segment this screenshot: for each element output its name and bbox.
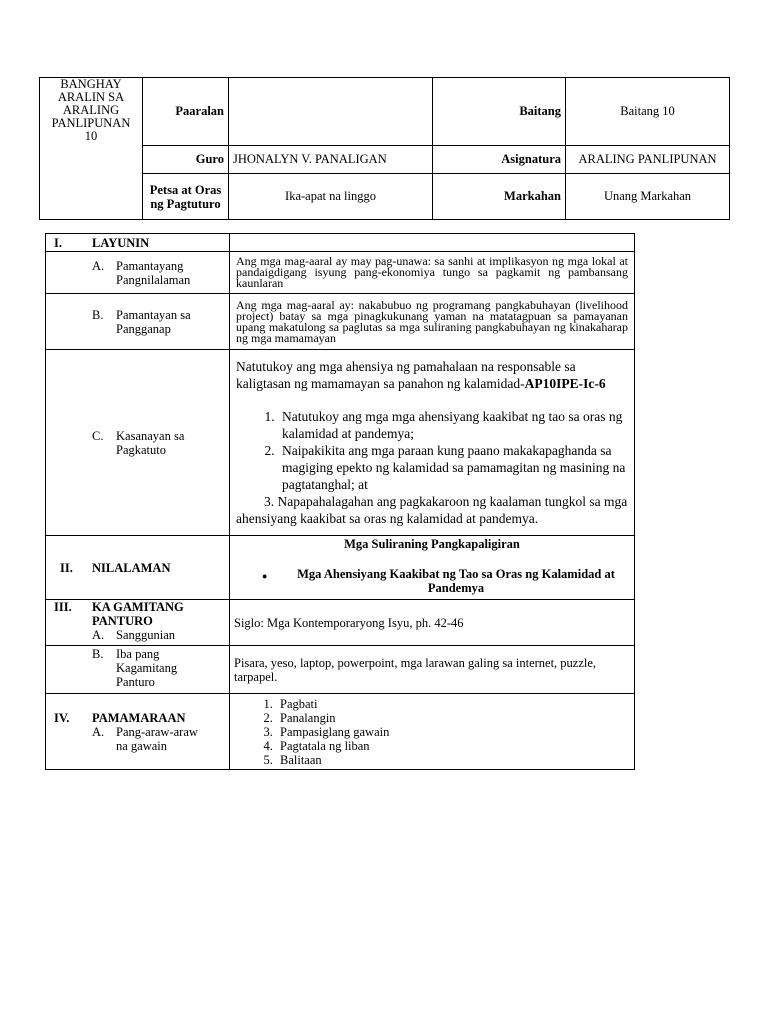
paaralan-value — [229, 78, 433, 146]
pamamaraan-number: IV. — [54, 710, 70, 725]
pamantayan-sa-pangganap-cell — [46, 294, 230, 350]
objectives-list — [236, 408, 628, 493]
guro-label: Guro — [143, 146, 229, 174]
layunin-heading-cell — [46, 234, 230, 252]
sanggunian-label: Sanggunian — [116, 628, 176, 642]
kagamitan-number: III. — [54, 600, 72, 614]
item-c-letter: C. — [92, 428, 104, 443]
asignatura-label: Asignatura — [433, 146, 566, 174]
guro-value: JHONALYN V. PANALIGAN — [229, 146, 433, 174]
petsa-label: Petsa at Oras ng Pagtuturo — [143, 174, 229, 220]
paaralan-label: Paaralan — [143, 78, 229, 146]
nilalaman-content — [230, 536, 635, 600]
pamamaraan-title: PAMAMARAAN — [92, 710, 186, 725]
nilalaman-number: II. — [60, 560, 73, 575]
item-b-letter: B. — [92, 307, 104, 322]
competency-code: AP10IPE-Ic-6 — [524, 376, 606, 391]
nilalaman-title: NILALAMAN — [92, 560, 171, 575]
petsa-value: Ika-apat na linggo — [229, 174, 433, 220]
kasanayan-sa-pagkatuto-cell — [46, 350, 230, 536]
baitang-label: Baitang — [433, 78, 566, 146]
kasanayan-intro: Natutukoy ang mga ahensiya ng pamahalaan na responsable sa kaligtasan ng mamamayan sa panahon ng kalamidad- — [236, 359, 576, 391]
nilalaman-heading-cell — [46, 536, 230, 600]
layunin-title: LAYUNIN — [92, 235, 150, 250]
item-a-letter: A. — [92, 258, 105, 273]
pang-araw-araw-label: Pang-araw-araw na gawain — [116, 724, 198, 753]
markahan-label: Markahan — [433, 174, 566, 220]
objective-3-number: 3. — [264, 494, 275, 509]
kasanayan-sa-pagkatuto-content — [230, 350, 635, 536]
routine-item: 4. Pagtatala ng liban — [276, 739, 630, 753]
pamantayang-pangnilalaman-text: Ang mga mag-aaral ay may pag-unawa: sa sanhi at implikasyon ng mga lokal at pandaigdigang isyung pang-ekonomiya tungo sa pagkamit ng pambansang kaunlaran — [230, 252, 635, 294]
objective-item: Napapahalagahan ang pagkakaroon ng kaalaman tungkol sa mga ahensiyang kaakibat sa oras ng kalamidad at pandemya. — [236, 494, 628, 526]
pamamaraan-content — [230, 694, 635, 770]
objective-item: 2. Naipakikita ang mga paraan kung paano makakapaghanda sa magiging epekto ng kalamidad sa pamamagitan ng masining na pagtatanghal; at — [278, 442, 628, 493]
item-b-letter: B. — [92, 647, 104, 661]
item-a-letter: A. — [92, 724, 105, 739]
pamantayan-sa-pangganap-text: Ang mga mag-aaral ay: nakabubuo ng programang pangkabuhayan (livelihood project) batay sa mga pinagkukunang yaman na matatagpuan sa pamayanan upang makatulong sa paglutas sa mga suliraning pangkabuhayan ng kinakaharap ng mga mamamayan — [230, 294, 635, 350]
kagamitan-heading-cell — [46, 600, 230, 646]
kasanayan-sa-pagkatuto-label: Kasanayan sa Pagkatuto — [116, 428, 185, 457]
item-a-letter: A. — [92, 628, 105, 642]
layunin-empty-cell — [230, 234, 635, 252]
routine-item: 5. Balitaan — [276, 753, 630, 767]
layunin-number: I. — [54, 235, 62, 250]
nilalaman-heading: Mga Suliraning Pangkapaligiran — [344, 537, 520, 551]
pamantayang-pangnilalaman-label: Pamantayang Pangnilalaman — [116, 258, 191, 287]
objective-item: 1. Natutukoy ang mga mga ahensiyang kaakibat ng tao sa oras ng kalamidad at pandemya; — [278, 408, 628, 442]
routine-item: 1. Pagbati — [276, 697, 630, 711]
asignatura-value: ARALING PANLIPUNAN — [566, 146, 730, 174]
iba-pang-kagamitan-cell — [46, 646, 230, 694]
routine-item: 3. Pampasiglang gawain — [276, 725, 630, 739]
baitang-value: Baitang 10 — [566, 78, 730, 146]
lesson-plan-title: BANGHAY ARALIN SA ARALING PANLIPUNAN 10 — [40, 78, 143, 220]
nilalaman-topic: Mga Ahensiyang Kaakibat ng Tao sa Oras ng Kalamidad at Pandemya — [297, 567, 615, 595]
pamantayan-sa-pangganap-label: Pamantayan sa Pangganap — [116, 307, 191, 336]
bullet-icon: ● — [262, 571, 268, 581]
daily-routine-list — [234, 697, 630, 767]
header-table — [39, 77, 730, 220]
pamantayang-pangnilalaman-cell — [46, 252, 230, 294]
routine-item: 2. Panalangin — [276, 711, 630, 725]
markahan-value: Unang Markahan — [566, 174, 730, 220]
pamamaraan-heading-cell — [46, 694, 230, 770]
main-table — [45, 233, 635, 770]
kagamitan-title: KA GAMITANG PANTURO — [92, 600, 184, 628]
iba-pang-kagamitan-label: Iba pang Kagamitang Panturo — [116, 647, 178, 689]
sanggunian-text: Siglo: Mga Kontemporaryong Isyu, ph. 42-46 — [230, 600, 635, 646]
iba-pang-kagamitan-text: Pisara, yeso, laptop, powerpoint, mga larawan galing sa internet, puzzle, tarpapel. — [230, 646, 635, 694]
